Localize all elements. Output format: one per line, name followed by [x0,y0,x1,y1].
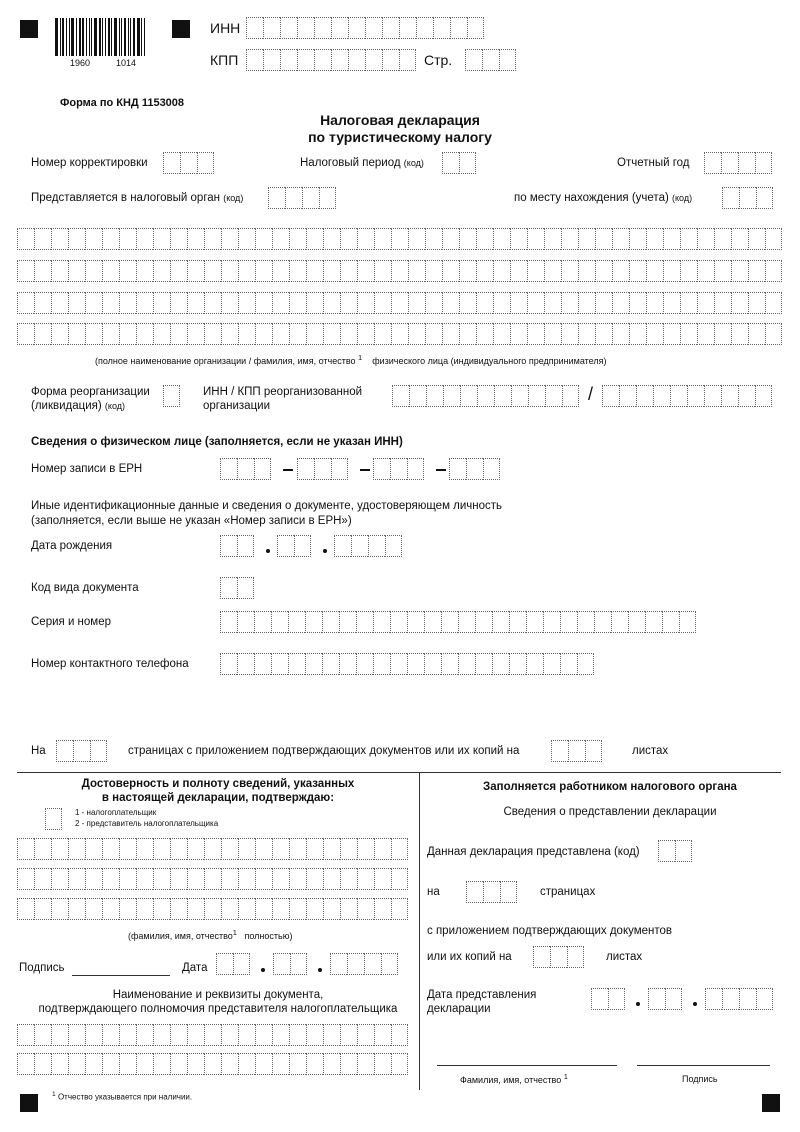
page-number-label: Стр. [424,52,453,68]
employee-signature-line[interactable] [637,1065,770,1066]
footnote: $^1$ Отчество указывается при наличии. [52,1091,193,1102]
signer-option-2: 2 - представитель налогоплательщика [75,819,219,828]
pages-on-label: На [31,745,46,757]
employee-name-line[interactable] [437,1065,617,1066]
tax-period-field[interactable] [442,152,476,174]
org-name-row-2[interactable] [17,260,782,282]
phone-label: Номер контактного телефона [31,658,189,670]
ern-field-1[interactable] [220,458,271,480]
signer-option-1: 1 - налогоплательщик [75,808,157,817]
confirm-title-1: Достоверность и полноту сведений, указанных [81,778,355,790]
submission-date-label-2: декларации [427,1003,491,1015]
birth-day-field[interactable] [220,535,254,557]
office-use-subtitle: Сведения о представлении декларации [503,806,717,818]
form-code: Форма по КНД 1153008 [60,97,185,109]
series-number-field[interactable] [220,611,696,633]
ern-label: Номер записи в ЕРН [31,463,143,475]
corner-marker-top-left [20,20,38,38]
reorg-innkpp-label-1: ИНН / КПП реорганизованной [203,386,363,398]
reorg-inn-field[interactable] [392,385,579,407]
signer-name-row-2[interactable] [17,868,408,890]
right-on-label: на [427,886,440,898]
fio-caption: (фамилия, имя, отчество$^1$ полностью) [128,928,293,941]
reporting-year-field[interactable] [704,152,772,174]
confirm-title-2: в настоящей декларации, подтверждаю: [101,792,335,804]
ern-field-4[interactable] [449,458,500,480]
reorg-innkpp-label-2: организации [203,400,271,412]
corner-marker-bottom-right [762,1094,780,1112]
authority-doc-title-1: Наименование и реквизиты документа, [112,989,324,1001]
kpp-label: КПП [210,52,239,68]
submission-month-field[interactable] [648,988,682,1010]
right-pages-field[interactable] [466,881,517,903]
presented-label: Данная декларация представлена (код) [427,846,640,858]
barcode [55,18,150,56]
org-name-row-1[interactable] [17,228,782,250]
org-name-row-4[interactable] [17,323,782,345]
phone-field[interactable] [220,653,594,675]
sheets-label: листах [632,745,669,757]
ern-field-3[interactable] [373,458,424,480]
inn-label: ИНН [210,20,241,36]
doc-code-label: Код вида документа [31,582,139,594]
signer-type-field[interactable] [45,808,62,830]
series-number-label: Серия и номер [31,616,112,628]
corner-marker-top-center [172,20,190,38]
correction-number-field[interactable] [163,152,214,174]
signature-label: Подпись [19,962,65,974]
right-sheets-field[interactable] [533,946,584,968]
corner-marker-bottom-left [20,1094,38,1112]
date-label: Дата [182,962,208,974]
reorg-form-field[interactable] [163,385,180,407]
right-with-docs-2: или их копий на [427,951,512,963]
signature-line[interactable] [72,975,170,976]
tax-period-label: Налоговый период (код) [300,157,424,169]
employee-signature-caption: Подпись [682,1074,718,1084]
authority-doc-row-1[interactable] [17,1024,408,1046]
barcode-left-number: 1960 [70,58,91,68]
birth-date-label: Дата рождения [31,540,113,552]
individual-section-title: Сведения о физическом лице (заполняется, если не указан ИНН) [31,436,403,448]
tax-authority-label: Представляется в налоговый орган (код) [31,192,244,204]
right-pages-label: страницах [540,886,596,898]
barcode-right-number: 1014 [116,58,137,68]
tax-authority-field[interactable] [268,187,336,209]
submission-year-field[interactable] [705,988,773,1010]
right-sheets-label: листах [606,951,643,963]
page-subtitle: по туристическому налогу [308,129,492,145]
reorg-form-label-2: (ликвидация) (код) [31,400,125,412]
inn-field[interactable] [246,17,484,39]
other-id-text-1: Иные идентификационные данные и сведения о документе, удостоверяющем личность [31,500,503,512]
right-with-docs-1: с приложением подтверждающих документов [427,925,673,937]
page-title: Налоговая декларация [320,112,480,128]
reorg-kpp-field[interactable] [602,385,772,407]
kpp-field[interactable] [246,49,416,71]
pages-text: страницах с приложением подтверждающих документов или их копий на [128,745,520,757]
sign-year-field[interactable] [330,953,398,975]
signer-name-row-1[interactable] [17,838,408,860]
attachments-sheets-field[interactable] [551,740,602,762]
location-field[interactable] [722,187,773,209]
office-use-title: Заполняется работником налогового органа [483,781,737,793]
birth-month-field[interactable] [277,535,311,557]
authority-doc-title-2: подтверждающего полномочия представителя налогоплательщика [38,1003,398,1015]
employee-name-caption: Фамилия, имя, отчество $^1$ [460,1072,568,1085]
reorg-slash: / [588,384,594,404]
sign-month-field[interactable] [273,953,307,975]
submission-date-label-1: Дата представления [427,989,537,1001]
horizontal-divider [17,772,781,773]
other-id-text-2: (заполняется, если выше не указан «Номер записи в ЕРН») [31,515,352,527]
correction-number-label: Номер корректировки [31,157,148,169]
pages-count-field[interactable] [56,740,107,762]
reorg-form-label-1: Форма реорганизации [31,386,150,398]
org-name-caption: (полное наименование организации / фамилия, имя, отчество $^1$ физического лица (индивидуального предпринимателя) [95,353,607,366]
org-name-row-3[interactable] [17,292,782,314]
sign-day-field[interactable] [216,953,250,975]
reporting-year-label: Отчетный год [617,157,690,169]
signer-name-row-3[interactable] [17,898,408,920]
doc-code-field[interactable] [220,577,254,599]
page-number-field[interactable] [465,49,516,71]
authority-doc-row-2[interactable] [17,1053,408,1075]
submission-day-field[interactable] [591,988,625,1010]
ern-field-2[interactable] [297,458,348,480]
location-label: по месту нахождения (учета) (код) [514,192,693,204]
birth-year-field[interactable] [334,535,402,557]
presented-code-field[interactable] [658,840,692,862]
